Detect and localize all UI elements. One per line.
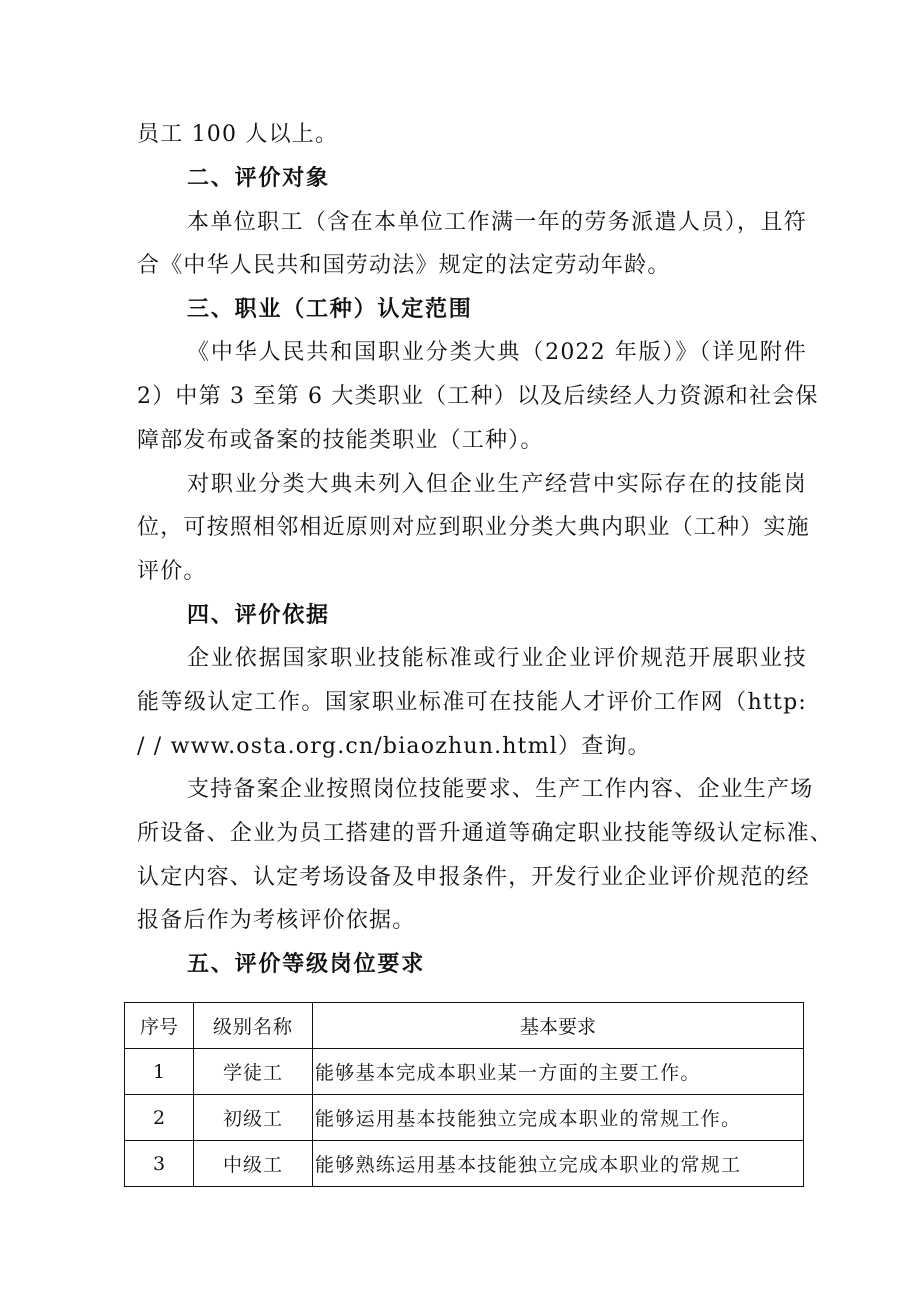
table-cell-requirement: 能够熟练运用基本技能独立完成本职业的常规工 [313, 1141, 804, 1187]
paragraph-line: / / www.osta.org.cn/biaozhun.html）查询。 [137, 734, 651, 759]
section-heading: 三、职业（工种）认定范围 [187, 297, 473, 322]
paragraph-line: 2）中第 3 至第 6 大类职业（工种）以及后续经人力资源和社会保 [137, 384, 819, 409]
table-cell-number: 2 [125, 1095, 194, 1141]
table-header-cell: 级别名称 [194, 1003, 313, 1049]
paragraph-line: 认定内容、认定考场设备及申报条件，开发行业企业评价规范的经 [137, 865, 810, 890]
table-row [125, 1095, 804, 1141]
skill-level-table [124, 1002, 804, 1187]
table-cell-number: 3 [125, 1141, 194, 1187]
paragraph-line: 企业依据国家职业技能标准或行业企业评价规范开展职业技 [187, 646, 807, 671]
table-row [125, 1049, 804, 1095]
section-heading: 四、评价依据 [187, 603, 330, 628]
section-heading: 二、评价对象 [187, 166, 330, 191]
paragraph-line: 所设备、企业为员工搭建的晋升通道等确定职业技能等级认定标准、 [137, 821, 834, 846]
paragraph-line: 本单位职工（含在本单位工作满一年的劳务派遣人员），且符 [187, 210, 807, 235]
paragraph-line: 支持备案企业按照岗位技能要求、生产工作内容、企业生产场 [187, 777, 814, 802]
table-header-row [125, 1003, 804, 1049]
paragraph-line: 员工 100 人以上。 [137, 122, 339, 147]
table-row [125, 1141, 804, 1187]
paragraph-line: 《中华人民共和国职业分类大典（2022 年版）》（详见附件 [187, 340, 807, 365]
table-header-cell: 序号 [125, 1003, 194, 1049]
paragraph-line: 合《中华人民共和国劳动法》规定的法定劳动年龄。 [137, 253, 671, 278]
table-cell-level: 初级工 [194, 1095, 313, 1141]
table-cell-number: 1 [125, 1049, 194, 1095]
table-cell-requirement: 能够运用基本技能独立完成本职业的常规工作。 [313, 1095, 804, 1141]
paragraph-line: 报备后作为考核评价依据。 [137, 908, 416, 933]
section-heading: 五、评价等级岗位要求 [187, 952, 426, 977]
paragraph-line: 位，可按照相邻相近原则对应到职业分类大典内职业（工种）实施 [137, 515, 810, 540]
table-cell-level: 学徒工 [194, 1049, 313, 1095]
paragraph-line: 能等级认定工作。国家职业标准可在技能人才评价工作网（http: [137, 690, 807, 715]
table-cell-level: 中级工 [194, 1141, 313, 1187]
paragraph-line: 对职业分类大典未列入但企业生产经营中实际存在的技能岗 [187, 472, 807, 497]
table-cell-requirement: 能够基本完成本职业某一方面的主要工作。 [313, 1049, 804, 1095]
paragraph-line: 障部发布或备案的技能类职业（工种）。 [137, 428, 544, 453]
table-header-cell: 基本要求 [313, 1003, 804, 1049]
paragraph-line: 评价。 [137, 559, 207, 584]
